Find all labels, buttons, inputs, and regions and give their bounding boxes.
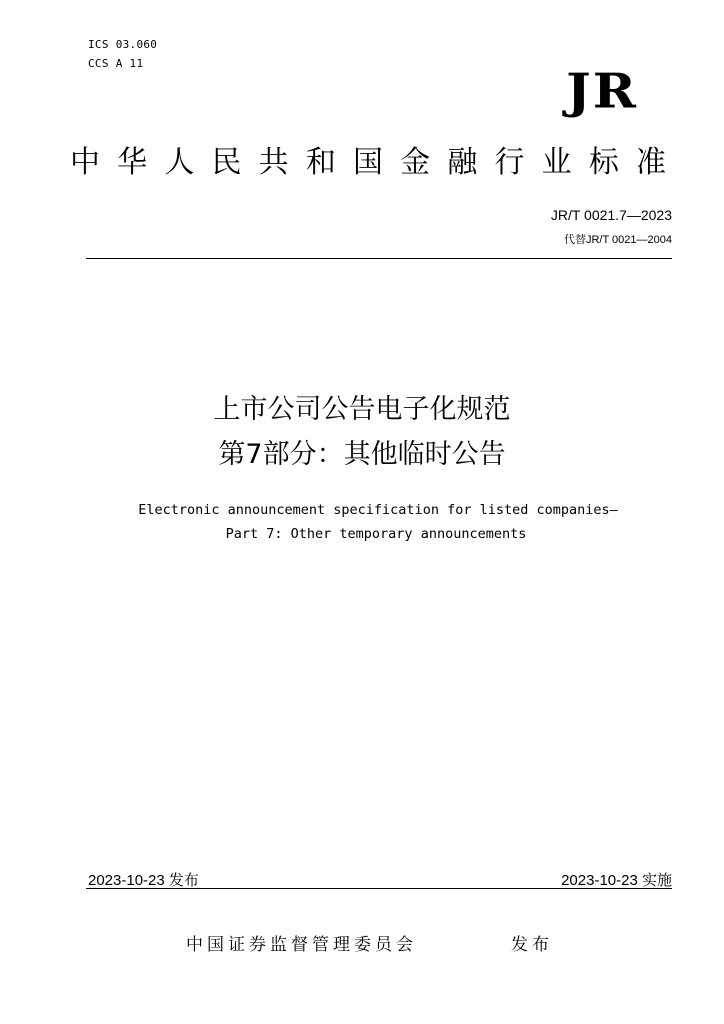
issuing-authority: 中国证券监督管理委员会: [186, 935, 417, 955]
publish-label: 发布: [511, 935, 553, 955]
ccs-code: CCS A 11: [88, 57, 144, 70]
implementation-date: 2023-10-23 实施: [561, 872, 672, 889]
chinese-title-line2: 第7部分：其他临时公告: [218, 439, 506, 470]
replaces-standard: 代替JR/T 0021—2004: [563, 234, 672, 246]
footer-divider: [86, 888, 672, 889]
header-divider: [86, 258, 672, 259]
ics-code: ICS 03.060: [88, 38, 158, 51]
jr-logo: JR: [566, 63, 638, 120]
english-title-line1: Electronic announcement specification for listed companies—: [138, 502, 618, 518]
chinese-title-line1: 上市公司公告电子化规范: [213, 394, 511, 425]
standard-type-title: 中华人民共和国金融行业标准: [70, 145, 674, 180]
english-title-line2: Part 7: Other temporary announcements: [225, 526, 527, 542]
standard-number: JR/T 0021.7—2023: [550, 207, 672, 223]
issue-date: 2023-10-23 发布: [88, 872, 199, 889]
